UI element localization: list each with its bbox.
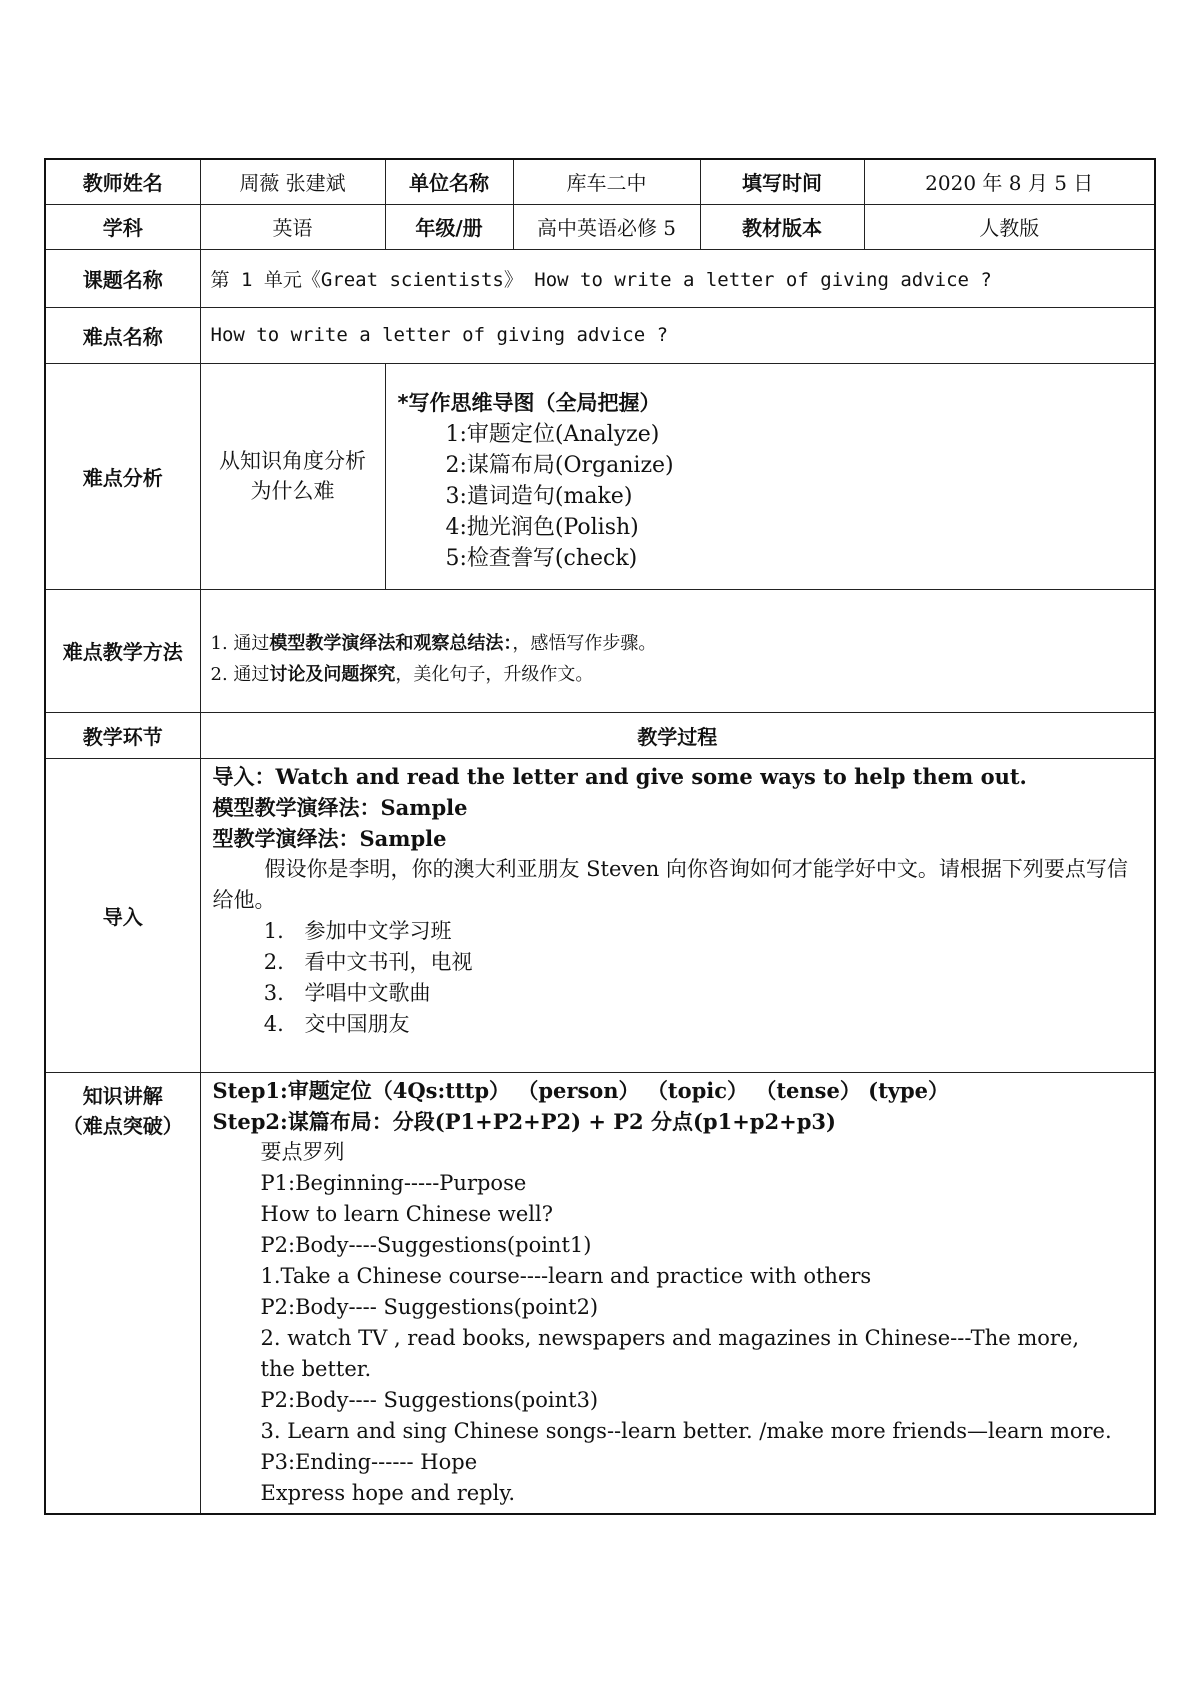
list-item: 3. 学唱中文歌曲 [291,978,1143,1009]
knowledge-cell [200,1072,1155,1514]
grade-label: 年级/册 [385,204,513,249]
method-line-1-prefix: 1. 通过 [210,632,270,654]
teacher-label: 教师姓名 [45,159,200,204]
process-row [45,712,1155,758]
lesson-plan-table [44,158,1156,1515]
method-line-2 [211,659,1155,690]
knowledge-line: P2:Body---- Suggestions(point3) [260,1387,599,1412]
knowledge-line: 1.Take a Chinese course----learn and practice with others [260,1263,872,1288]
method-line-2-prefix: 2. 通过 [210,663,270,685]
mindmap-step: 3:遣词造句(make) [445,484,633,509]
difficulty-value: How to write a letter of giving advice ? [200,307,1155,363]
intro-label: 导入 [45,758,200,1072]
knowledge-line: 要点罗列 [260,1139,345,1164]
list-item: 4. 交中国朋友 [291,1009,1143,1040]
header-row-2 [45,204,1155,249]
knowledge-line: P3:Ending------ Hope [260,1449,478,1474]
knowledge-step-1: Step1:审题定位（4Qs:tttp） （person） （topic） （tense） (type） [212,1077,950,1103]
knowledge-line: the better. [260,1356,372,1381]
process-label: 教学环节 [45,712,200,758]
mindmap-step: 2:谋篇布局(Organize) [445,453,674,478]
mindmap-title: *写作思维导图（全局把握） [397,391,661,415]
edition-label: 教材版本 [700,204,864,249]
topic-value: 第 1 单元《Great scientists》 How to write a letter of giving advice ? [200,249,1155,307]
knowledge-line: P2:Body---- Suggestions(point2) [260,1294,599,1319]
mindmap-step: 4:抛光润色(Polish) [445,515,639,540]
edition-value: 人教版 [864,204,1155,249]
difficulty-row [45,307,1155,363]
topic-row [45,249,1155,307]
date-value: 2020 年 8 月 5 日 [864,159,1155,204]
knowledge-line: P1:Beginning-----Purpose [260,1170,527,1195]
analysis-row [45,363,1155,589]
analysis-why: 从知识角度分析为什么难 [200,363,385,589]
intro-cell [200,758,1155,1072]
list-item: 2. 看中文书刊，电视 [291,947,1143,978]
analysis-label: 难点分析 [45,363,200,589]
process-title: 教学过程 [200,712,1155,758]
unit-value: 库车二中 [513,159,700,204]
method-line-1-suffix: ，感悟写作步骤。 [512,632,657,654]
knowledge-line: Express hope and reply. [260,1480,516,1505]
header-row-1 [45,159,1155,204]
method-line-1 [211,628,1155,659]
intro-paragraph: 假设你是李明，你的澳大利亚朋友 Steven 向你咨询如何才能学好中文。请根据下列要点写信给他。 [212,856,1128,912]
list-item: 1. 参加中文学习班 [291,916,1143,947]
mindmap-step: 5:检查誊写(check) [445,546,638,571]
topic-label: 课题名称 [45,249,200,307]
intro-line-2: 模型教学演绎法：Sample [212,794,468,820]
intro-list [213,916,1143,1040]
knowledge-label-cell [45,1072,200,1514]
method-cell [200,589,1155,712]
knowledge-step-2: Step2:谋篇布局：分段(P1+P2+P2) + P2 分点(p1+p2+p3) [212,1108,836,1134]
mindmap-step: 1:审题定位(Analyze) [445,422,660,447]
knowledge-line: How to learn Chinese well? [260,1201,554,1226]
unit-label: 单位名称 [385,159,513,204]
knowledge-sublabel: （难点突破） [62,1113,183,1138]
method-line-2-bold: 讨论及问题探究 [269,663,396,685]
grade-value: 高中英语必修 5 [513,204,700,249]
method-line-2-suffix: ，美化句子，升级作文。 [395,663,594,685]
knowledge-line: 3. Learn and sing Chinese songs--learn better. /make more friends—learn more. [260,1418,1112,1443]
intro-line-3: 型教学演绎法：Sample [212,825,447,851]
method-line-1-bold: 模型教学演绎法和观察总结法： [269,632,513,654]
difficulty-label: 难点名称 [45,307,200,363]
method-row [45,589,1155,712]
knowledge-label: 知识讲解 [82,1083,163,1108]
intro-line-1: 导入：Watch and read the letter and give some ways to help them out. [212,763,1027,789]
knowledge-line: 2. watch TV , read books, newspapers and magazines in Chinese---The more, [260,1325,1080,1350]
knowledge-row [45,1072,1155,1514]
subject-label: 学科 [45,204,200,249]
knowledge-line: P2:Body----Suggestions(point1) [260,1232,592,1257]
teacher-value: 周薇 张建斌 [200,159,385,204]
mindmap-cell [385,363,1155,589]
intro-row [45,758,1155,1072]
method-label: 难点教学方法 [45,589,200,712]
subject-value: 英语 [200,204,385,249]
date-label: 填写时间 [700,159,864,204]
